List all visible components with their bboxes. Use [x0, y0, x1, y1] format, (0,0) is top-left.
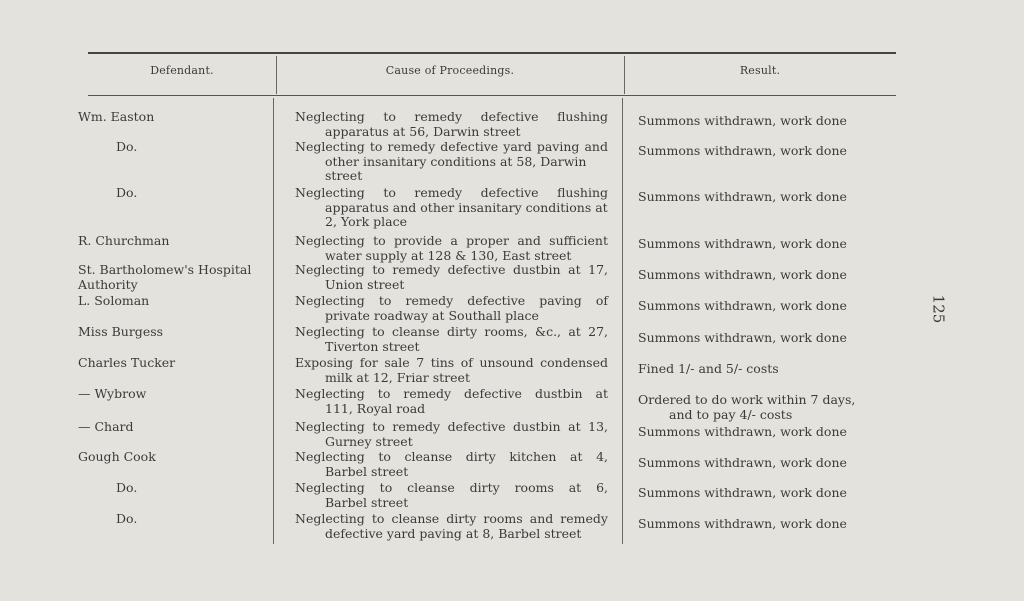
- cause-line-1: Neglecting to remedy defective dustbin at: [295, 386, 608, 401]
- result-line-1: Summons withdrawn, work done: [638, 236, 847, 251]
- cause-line-2: defective yard paving at 8, Barbel street: [325, 525, 582, 541]
- result-line-1: Summons withdrawn, work done: [638, 267, 847, 282]
- table-row-cause: [295, 325, 608, 354]
- table-row-defendant: Charles Tucker: [78, 355, 176, 370]
- table-row-cause: [295, 234, 608, 263]
- column-divider-1: [273, 98, 274, 544]
- table-row-defendant: — Wybrow: [78, 386, 147, 401]
- table-row-cause: [295, 110, 608, 139]
- result-line-1: Summons withdrawn, work done: [638, 298, 847, 313]
- cause-line-2: apparatus and other insanitary conditions at 2, York place: [325, 199, 608, 230]
- table-row-defendant: — Chard: [78, 419, 134, 434]
- table-row-cause: [295, 140, 608, 184]
- cause-line-1: Neglecting to remedy defective flushing: [295, 109, 608, 124]
- cause-line-2: Union street: [325, 276, 405, 292]
- cause-line-2: Gurney street: [325, 433, 413, 449]
- table-row-result: [638, 393, 898, 422]
- table-row-defendant: Gough Cook: [78, 449, 156, 464]
- cause-line-1: Neglecting to remedy defective flushing: [295, 185, 608, 200]
- table-row-cause: [295, 263, 608, 292]
- result-line-2: and to pay 4/- costs: [669, 406, 793, 422]
- header-result: Result.: [739, 64, 781, 77]
- cause-line-2: private roadway at Southall place: [325, 307, 539, 323]
- page-number: 125: [929, 294, 948, 324]
- result-line-1: Summons withdrawn, work done: [638, 516, 847, 531]
- cause-line-2: water supply at 128 & 130, East street: [325, 247, 572, 263]
- table-row-cause: [295, 512, 608, 541]
- cause-line-1: Exposing for sale 7 tins of unsound condensed: [295, 355, 608, 370]
- cause-line-2: apparatus at 56, Darwin street: [325, 123, 521, 139]
- result-line-1: Summons withdrawn, work done: [638, 143, 847, 158]
- table-row-defendant: St. Bartholomew's Hospital Authority: [78, 262, 252, 292]
- cause-line-1: Neglecting to provide a proper and sufficient: [295, 233, 608, 248]
- cause-line-2: Barbel street: [325, 463, 409, 479]
- table-row-result: [638, 268, 898, 283]
- result-line-1: Summons withdrawn, work done: [638, 455, 847, 470]
- table-row-cause: [295, 450, 608, 479]
- table-row-cause: [295, 356, 608, 385]
- cause-line-1: Neglecting to cleanse dirty rooms at 6,: [295, 480, 608, 495]
- table-row-defendant: Do.: [116, 480, 138, 495]
- cause-line-2: other insanitary conditions at 58, Darwin street: [325, 153, 587, 184]
- cause-line-2: 111, Royal road: [325, 400, 426, 416]
- column-divider-2: [622, 98, 623, 544]
- table-row-result: [638, 299, 898, 314]
- table-row-cause: [295, 294, 608, 323]
- result-line-1: Summons withdrawn, work done: [638, 189, 847, 204]
- result-line-1: Summons withdrawn, work done: [638, 330, 847, 345]
- table-row-result: [638, 362, 898, 377]
- table-row-result: [638, 331, 898, 346]
- table-row-result: [638, 425, 898, 440]
- cause-line-1: Neglecting to remedy defective paving of: [295, 293, 608, 308]
- table-row-result: [638, 517, 898, 532]
- cause-line-1: Neglecting to remedy defective dustbin at 13,: [295, 419, 608, 434]
- table-row-result: [638, 190, 898, 205]
- table-row-result: [638, 144, 898, 159]
- table-row-defendant: Do.: [116, 139, 138, 154]
- table-row-result: [638, 456, 898, 471]
- header-cause: Cause of Proceedings.: [385, 64, 515, 77]
- cause-line-1: Neglecting to remedy defective dustbin at 17,: [295, 262, 608, 277]
- table-row-cause: [295, 481, 608, 510]
- result-line-1: Ordered to do work within 7 days,: [638, 392, 856, 407]
- table-top-rule: [88, 52, 896, 54]
- table-row-defendant: Wm. Easton: [78, 109, 155, 124]
- result-line-1: Summons withdrawn, work done: [638, 113, 847, 128]
- table-row-defendant: Do.: [116, 185, 138, 200]
- table-row-result: [638, 114, 898, 129]
- table-row-cause: [295, 420, 608, 449]
- table-row-result: [638, 237, 898, 252]
- header-defendant: Defendant.: [150, 64, 214, 77]
- header-bottom-rule: [88, 95, 896, 96]
- cause-line-1: Neglecting to cleanse dirty kitchen at 4,: [295, 449, 608, 464]
- cause-line-2: Barbel street: [325, 494, 409, 510]
- table-row-defendant: L. Soloman: [78, 293, 150, 308]
- table-row-defendant: Miss Burgess: [78, 324, 164, 339]
- result-line-1: Summons withdrawn, work done: [638, 485, 847, 500]
- cause-line-1: Neglecting to cleanse dirty rooms and remedy: [295, 511, 608, 526]
- cause-line-2: milk at 12, Friar street: [325, 369, 470, 385]
- cause-line-1: Neglecting to remedy defective yard paving and: [295, 139, 608, 154]
- cause-line-2: Tiverton street: [325, 338, 420, 354]
- table-row-defendant: Do.: [116, 511, 138, 526]
- table-row-result: [638, 486, 898, 501]
- cause-line-1: Neglecting to cleanse dirty rooms, &c., at 27,: [295, 324, 608, 339]
- table-row-cause: [295, 387, 608, 416]
- result-line-1: Fined 1/- and 5/- costs: [638, 361, 779, 376]
- table-row-cause: [295, 186, 608, 230]
- table-row-defendant: R. Churchman: [78, 233, 170, 248]
- result-line-1: Summons withdrawn, work done: [638, 424, 847, 439]
